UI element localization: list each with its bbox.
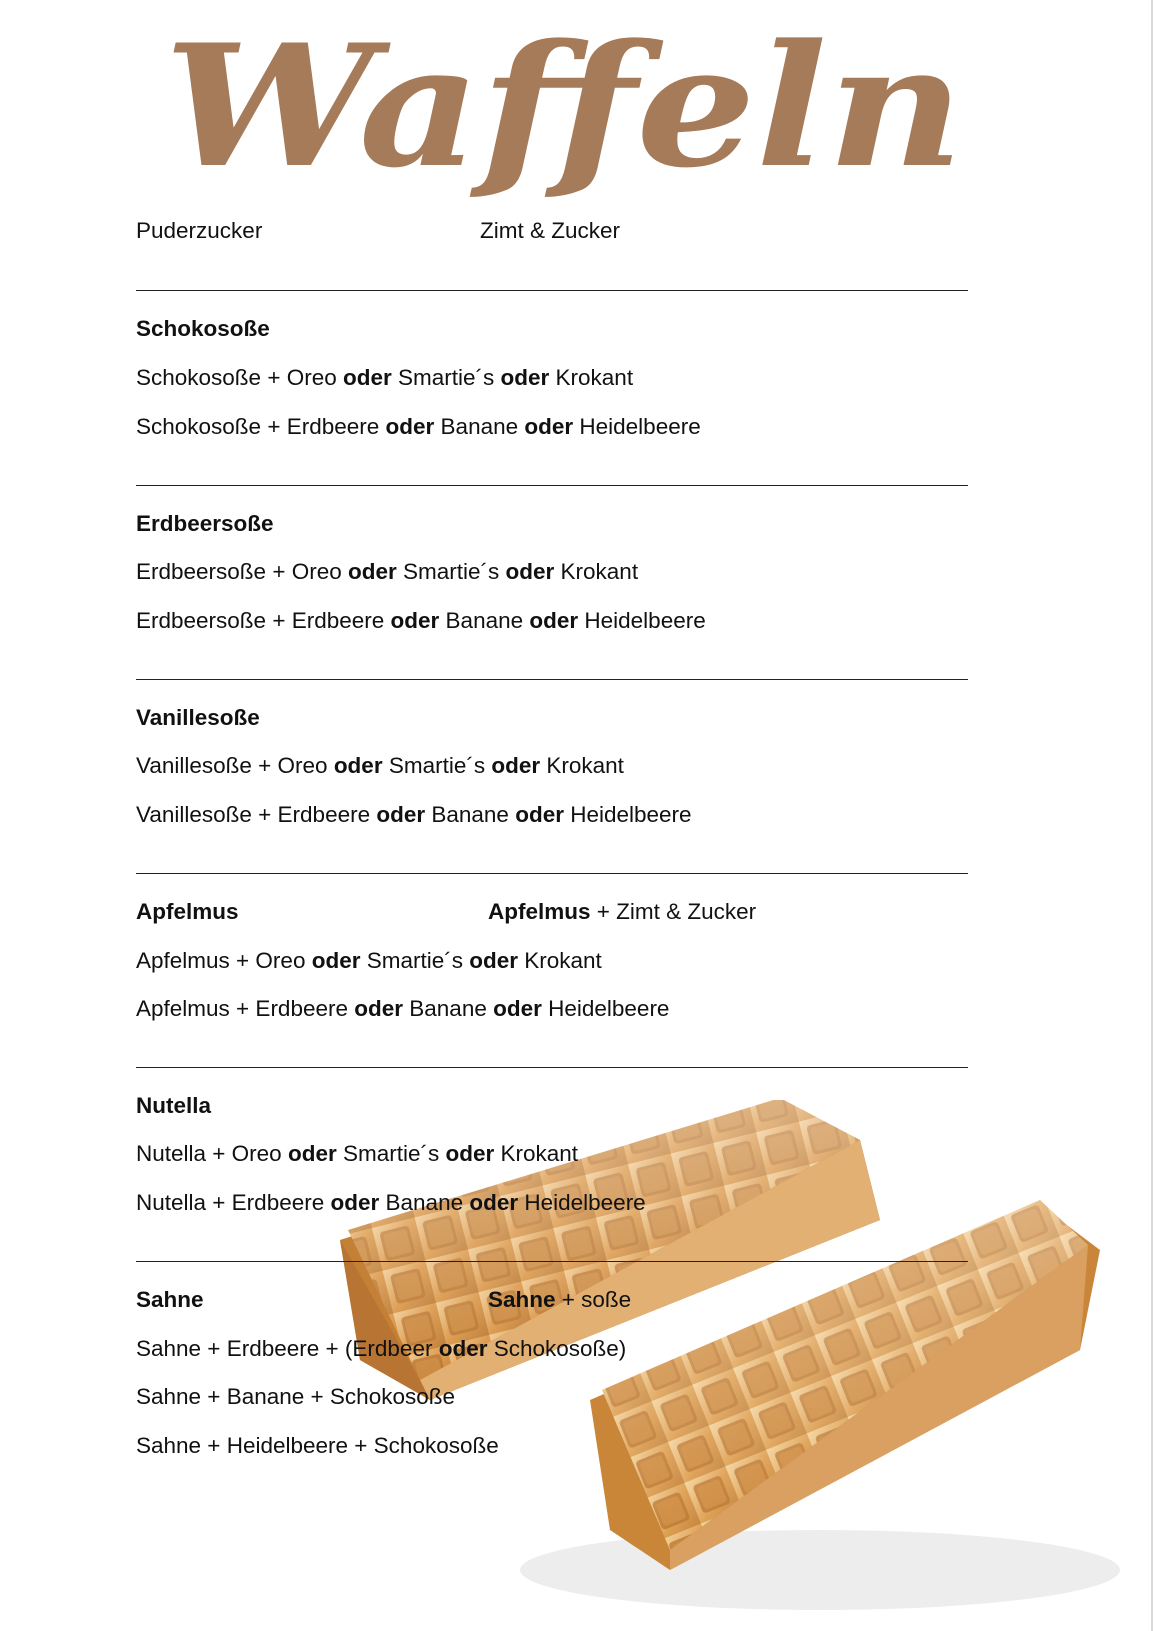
divider bbox=[136, 1067, 968, 1068]
menu-item: Sahne + Heidelbeere + Schokosoße bbox=[136, 1433, 499, 1458]
section-heading-erdbeersosse: Erdbeersoße bbox=[136, 511, 274, 536]
divider bbox=[136, 679, 968, 680]
divider bbox=[136, 873, 968, 874]
menu-item: Schokosoße + Oreo oder Smartie´s oder Krokant bbox=[136, 365, 634, 390]
menu-item: Nutella + Erdbeere oder Banane oder Heidelbeere bbox=[136, 1190, 646, 1215]
menu-item: Sahne + Erdbeere + (Erdbeer oder Schokosoße) bbox=[136, 1336, 627, 1361]
menu-item: Sahne + Banane + Schokosoße bbox=[136, 1384, 455, 1409]
topping-puderzucker: Puderzucker bbox=[136, 218, 263, 243]
menu-item: Vanillesoße + Oreo oder Smartie´s oder Krokant bbox=[136, 753, 624, 778]
menu-item-sahne-sosse: Sahne + soße bbox=[488, 1287, 632, 1312]
menu-item: Vanillesoße + Erdbeere oder Banane oder Heidelbeere bbox=[136, 802, 692, 827]
menu-item: Schokosoße + Erdbeere oder Banane oder Heidelbeere bbox=[136, 414, 701, 439]
section-heading-nutella: Nutella bbox=[136, 1093, 212, 1118]
menu-item: Apfelmus + Oreo oder Smartie´s oder Krokant bbox=[136, 948, 602, 973]
section-heading-apfelmus: Apfelmus bbox=[136, 899, 239, 924]
section-heading-vanillesosse: Vanillesoße bbox=[136, 705, 260, 730]
divider bbox=[136, 1261, 968, 1262]
divider bbox=[136, 290, 968, 291]
menu-item: Erdbeersoße + Oreo oder Smartie´s oder Krokant bbox=[136, 559, 639, 584]
section-heading-schokososse: Schokosoße bbox=[136, 316, 270, 341]
topping-zimt-zucker: Zimt & Zucker bbox=[480, 218, 621, 243]
menu-item-apfelmus-zimt: Apfelmus + Zimt & Zucker bbox=[488, 899, 757, 924]
divider bbox=[136, 485, 968, 486]
menu-item: Nutella + Oreo oder Smartie´s oder Krokant bbox=[136, 1141, 579, 1166]
menu-item: Apfelmus + Erdbeere oder Banane oder Heidelbeere bbox=[136, 996, 670, 1021]
menu-title bbox=[150, 0, 1010, 210]
section-heading-sahne: Sahne bbox=[136, 1287, 204, 1312]
menu-item: Erdbeersoße + Erdbeere oder Banane oder Heidelbeere bbox=[136, 608, 706, 633]
menu-title-text: Waffeln bbox=[164, 7, 964, 205]
